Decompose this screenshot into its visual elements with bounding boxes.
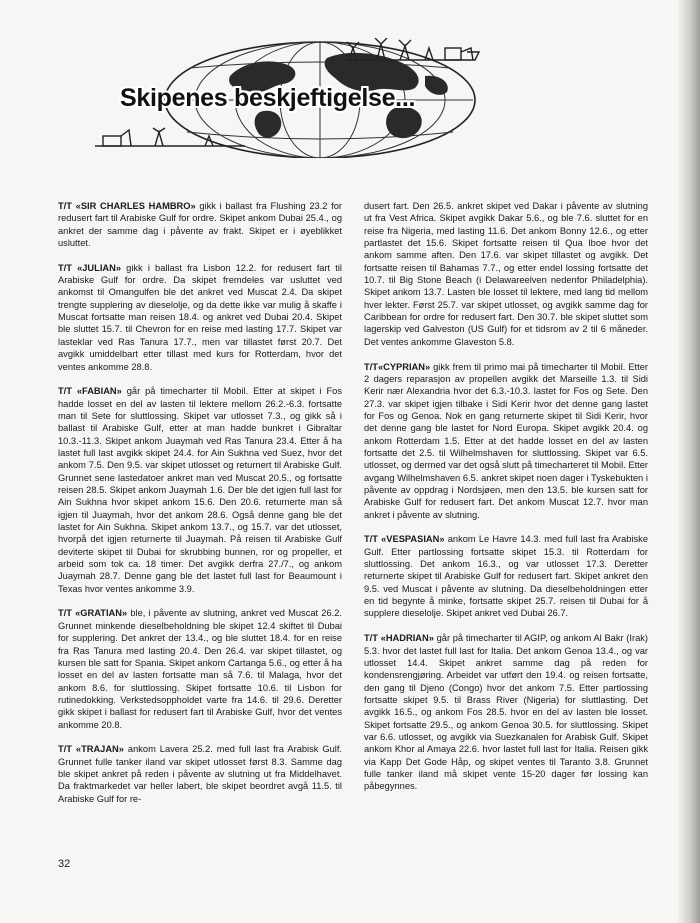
ship-name: T/T«CYPRIAN» — [364, 361, 431, 372]
paragraph — [58, 607, 342, 730]
paragraph-text: ankom Lavera 25.2. med full last fra Arabisk Gulf. Grunnet fulle tanker iland var skipet utlosset først 8.3. Samme dag ble skipet ankret på reden i påvente av slutning ut fra Middelhavet. Da fraktmarkedet var heller labert, ble skipet beordret avgå 11.5. til Arabiske Gulf for re- — [58, 744, 342, 804]
ship-silhouette-bottom — [95, 128, 245, 146]
paragraph — [58, 385, 342, 595]
paragraph-text: går på timecharter til Mobil. Etter at skipet i Fos hadde losset en del av lasten til lektere mellom 26.2.-6.3. fortsatte man til Sete for sluttlossing. Skipet var utlosset 7.3., og gikk så i ballast til Arabiske Gulf, etter at man hadde bunkret i Gibraltar 10.3.-11.3. Skipet ankom Juaymah ved Ras Tanura 23.4. Etter å ha lastet full last avgikk skipet 24.4. for Ain Sukhna ved Suez, hvor det ankom 7.5. Den 9.5. var skipet utlosset og returnert til Arabiske Gulf. Grunnet sene lastedatoer ankret man ved Muscat 20.5., og fortsatte reisen 28.5. Skipet ankom Juaymah 1.6. Der ble det igjen full last for Ain Sukhna hvor skipet ankom 15.6. Den 20.6. returnerte man så igjen til Juaymah, hvor det ankom 28.6. Også denne gang ble det lastet for Ain Sukhna. Skipet ankom 13.7., og 15.7. var det utlosset, hvorpå det igjen returnerte til Juaymah. På reisen til Arabiske Gulf deviterte skipet til Dubai for skrubbing bunnen, ror og propeller, et arbeid som tok ca. 18 timer. Det avgikk derfra 27./7., og ankom Juaymah 28.7. Denne gang ble det lastet full last for Beaumount i Texas hvor ventes ankomme 3.9. — [58, 386, 342, 594]
paragraph-text: ble, i påvente av slutning, ankret ved Muscat 26.2. Grunnet minkende dieselbeholdning ble skipet 12.4 skiftet til Dubai for supplering. Det ankret der 13.4., og ble sluttet 18.4. for en reise fra Ras Tanura med lasting 20.4. Den 26.4. var skipet tillastet, og kursen ble satt for Spania. Skipet ankom Cartanga 5.6., og etter å ha losset en del av lasten fortsatte man så 7.6. til Malaga, hvor det ankom 8.6. for sluttlossing. Skipet fortsatte 10.6. til Lisbon for rutinedokking. Verkstedsoppholdet varte fra 14.6. til 29.6. Deretter gikk skipet i ballast for redusert fart til Arabiske Gulf, hvor det ventes ankomme 20.8. — [58, 608, 342, 730]
ship-name: T/T «GRATIAN» — [58, 608, 128, 619]
paragraph-text: gikk i ballast fra Flushing 23.2 for redusert fart til Arabiske Gulf for ordre. Skipet ankom Dubai 25.4., og ankret der samme dag i påvente av frakt. Skipet er i øyeblikket usluttet. — [58, 201, 343, 249]
paragraph — [58, 743, 342, 805]
paragraph — [364, 533, 648, 619]
paragraph-text: ankom Le Havre 14.3. med full last fra Arabiske Gulf. Etter partlossing fortsatte skipet 15.3. til Rotterdam for sluttlossing. Det ankom 16.3., og var utlosset 17.3. Deretter returnerte skipet til Arabiske Gulf for redusert fart. Skipet ankret den 9.5. ved Muscat i påvente av slutning. Da dieselbeholdningen etter en tid begynte å minke, fortsatte skipet 25.7. reisen til Dubai for å supplere dieselolje. Skipet ankret ved Dubai 26.7. — [364, 534, 648, 619]
paragraph — [58, 262, 342, 373]
left-column — [58, 200, 342, 817]
ship-name: T/T «JULIAN» — [58, 262, 122, 273]
paragraph-text: går på timecharter til AGIP, og ankom Al Bakr (Irak) 5.3. hvor det lastet full last for Italia. Det ankom Genoa 13.4., og var utlosset 14.4. Skipet ankret samme dag på reden for kondensrengjøring. Arbeidet var utført den 19.4. og reisen fortsatte, den gang til Djeno (Congo) hvor det ankom 7.5. Etter partlossing fortsatte skipet 9.5. til Brass River (Nigeria) for sluttlasting. Det avgikk 16.5., og ankom Fos 28.5. hvor en del av lasten ble losset. Skipet fortsatte 29.5., og ankom Genoa 30.5. for sluttlossing. Skipet var 6.6. utlosset, og avgikk via Suezkanalen for Arabisk Gulf. Skipet ankom Khor al Amaya 22.6. hvor lastet full last for Italia. Reisen gikk via Kapp Det Gode Håp, og skipet ventes til Taranto 3.8. Grunnet fulle tanker iland må skipet vente 15-20 dager før lossing kan påbegynnes. — [364, 633, 648, 792]
page-number: 32 — [58, 858, 71, 870]
ship-name: T/T «SIR CHARLES HAMBRO» — [58, 201, 196, 211]
paragraph-text: dusert fart. Den 26.5. ankret skipet ved Dakar i påvente av slutning ut fra Vest Africa. Skipet avgikk Dakar 5.6., og ble 7.6. sluttet for en reise fra Nigeria, med lasting 11.6. Det ankom Bonny 12.6., og etter partlastet det 15.6. Skipet fortsatte reisen til Qua Iboe hvor det ankom samme aften. Den 17.6. var skipet tillastet og avgikk. Det fortsatte reisen til Bahamas 7.7., og etter endel lossing fortsatte det 10.7. til Big Stone Beach (i Delawareelven nedenfor Philadelphia). Skipet ankom 13.7. Lasten ble losset til lektere, med lang tid mellom hver lekter. Først 25.7. var skipet utlosset, og avgikk samme dag for Caribbean for ordre for redusert fart. Den 30.7. ble skipet sluttet som lagerskip ved Galveston (US Gulf) for et tidsrom av 2 til 6 måneder. Det ventes ankomme Glaveston 5.8. — [364, 201, 648, 347]
right-column — [364, 200, 648, 805]
page-title: Skipenes beskjeftigelse... — [120, 84, 416, 112]
paragraph — [364, 200, 648, 348]
ship-name: T/T «TRAJAN» — [58, 744, 124, 755]
paragraph — [364, 361, 648, 521]
paragraph — [58, 200, 342, 249]
paragraph-text: gikk i ballast fra Lisbon 12.2. for redusert fart til Arabiske Gulf for ordre. Da skipet fremdeles var usluttet ved ankomst til Omangulfen ble det ankret ved Muscat 2.4. Da skipet trengte supplering av dieselolje, og da dette ikke var mulig å skaffe i Muscat fortsatte man reisen 18.4. og ankret ved Dubai 20.4. Skipet ble sluttet 15.7. til Chevron for en reise med lasting 17.7. Skipet var lasteklar ved Ras Tanura 17.7., men var tillastet først 20.7. Det avgikk umiddelbart etter tillast med kurs for Rotterdam, hvor det ventes ankomme 28.8. — [58, 262, 342, 372]
page-edge-shadow — [678, 0, 700, 923]
ship-name: T/T «HADRIAN» — [364, 633, 434, 644]
paragraph-text: gikk frem til primo mai på timecharter til Mobil. Etter 2 dagers reparasjon av propellen avgikk det Marseille 1.3. til Sidi Kerir nær Alexandria hvor det 6.3.-10.3. lastet for Fos og Sete. Den 27.3. var skipet igjen tilbake i Sidi Kerir hvor det denne gang lastet for Fos og Genoa. Nok en gang returnerte skipet til Sidi Kerir, hvor det denne gang ble lastet for Nord Europa. Skipet avgikk 20.4. og ankom Rotterdam 1.5. Etter at det hadde losset en del av lasten fortsatte det 2.5. til Wilhelmshaven for sluttlossing. Skipet var 6.5. utlosset, og dermed var det også slutt på timecharteret til Mobil. Etter avgang Wilhelmshaven 6.5. ankret skipet noen dager i Tyskebukten i påvente av oppdrag i Nordsjøen, men den 13.5. ble kursen satt for Arabiske Gulf for redusert fart. Det ankom Muscat 12.7. hvor man ankret i påvente av slutning. — [364, 361, 648, 520]
paragraph — [364, 632, 648, 792]
ship-name: T/T «VESPASIAN» — [364, 534, 445, 545]
ship-name: T/T «FABIAN» — [58, 386, 122, 397]
